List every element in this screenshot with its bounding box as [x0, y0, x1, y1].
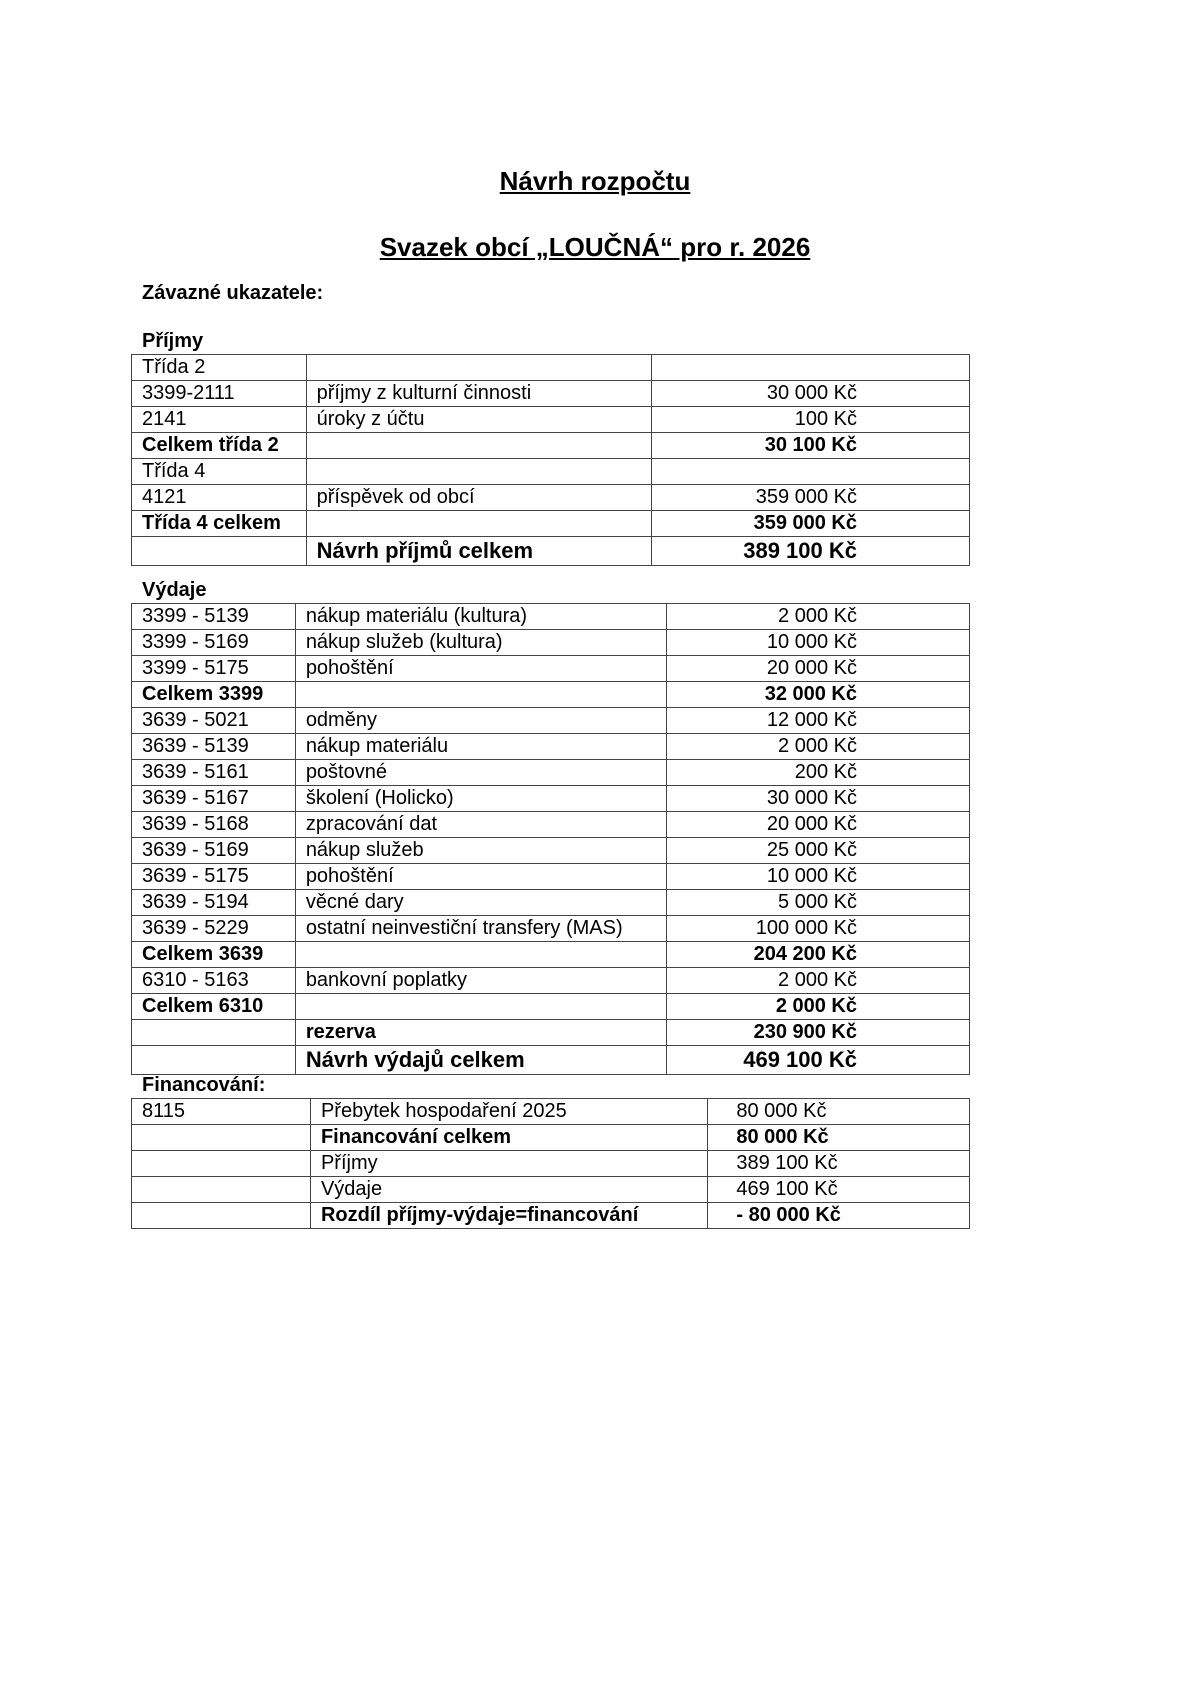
account-code-cell [132, 1203, 311, 1229]
account-code-cell: 3639 - 5175 [132, 864, 296, 890]
account-code-cell: 3639 - 5021 [132, 708, 296, 734]
description-cell: Výdaje [310, 1177, 707, 1203]
amount-cell: 2 000 Kč [666, 734, 969, 760]
income-row [132, 381, 970, 407]
description-cell: Přebytek hospodaření 2025 [310, 1099, 707, 1125]
account-code-cell [132, 1177, 311, 1203]
expenses-row [132, 760, 970, 786]
amount-cell [651, 459, 969, 485]
amount-cell: 10 000 Kč [666, 630, 969, 656]
expenses-row [132, 734, 970, 760]
account-code-cell: 6310 - 5163 [132, 968, 296, 994]
account-code-cell: Třída 4 [132, 459, 307, 485]
amount-cell [651, 355, 969, 381]
amount-cell: 30 100 Kč [651, 433, 969, 459]
description-cell: Financování celkem [310, 1125, 707, 1151]
expenses-row [132, 1020, 970, 1046]
account-code-cell: Třída 2 [132, 355, 307, 381]
description-cell: Návrh výdajů celkem [295, 1046, 666, 1075]
account-code-cell: 3399 - 5169 [132, 630, 296, 656]
amount-cell: 389 100 Kč [651, 537, 969, 566]
account-code-cell: 2141 [132, 407, 307, 433]
expenses-row [132, 994, 970, 1020]
account-code-cell [132, 1046, 296, 1075]
income-row [132, 407, 970, 433]
description-cell [306, 355, 651, 381]
description-cell: příjmy z kulturní činnosti [306, 381, 651, 407]
description-cell: nákup služeb (kultura) [295, 630, 666, 656]
amount-cell: 2 000 Kč [666, 994, 969, 1020]
financing-row [132, 1125, 970, 1151]
amount-cell: 204 200 Kč [666, 942, 969, 968]
account-code-cell: 3399 - 5139 [132, 604, 296, 630]
expenses-row [132, 656, 970, 682]
financing-row [132, 1099, 970, 1125]
account-code-cell: Celkem 3639 [132, 942, 296, 968]
expenses-row [132, 812, 970, 838]
amount-cell: 469 100 Kč [666, 1046, 969, 1075]
expenses-row [132, 786, 970, 812]
expenses-row [132, 968, 970, 994]
description-cell: zpracování dat [295, 812, 666, 838]
account-code-cell: 3639 - 5161 [132, 760, 296, 786]
description-cell [295, 682, 666, 708]
expenses-row [132, 1046, 970, 1075]
account-code-cell [132, 1151, 311, 1177]
amount-cell: 10 000 Kč [666, 864, 969, 890]
description-cell: příspěvek od obcí [306, 485, 651, 511]
amount-cell: 25 000 Kč [666, 838, 969, 864]
description-cell: Návrh příjmů celkem [306, 537, 651, 566]
financing-row [132, 1203, 970, 1229]
amount-cell: 20 000 Kč [666, 812, 969, 838]
expenses-row [132, 708, 970, 734]
amount-cell: 5 000 Kč [666, 890, 969, 916]
expenses-row [132, 916, 970, 942]
account-code-cell: 3639 - 5229 [132, 916, 296, 942]
description-cell: Příjmy [310, 1151, 707, 1177]
description-cell: úroky z účtu [306, 407, 651, 433]
expenses-row [132, 890, 970, 916]
account-code-cell: 8115 [132, 1099, 311, 1125]
amount-cell: 2 000 Kč [666, 968, 969, 994]
account-code-cell: Třída 4 celkem [132, 511, 307, 537]
amount-cell: 2 000 Kč [666, 604, 969, 630]
amount-cell: - 80 000 Kč [708, 1203, 970, 1229]
account-code-cell: 3639 - 5194 [132, 890, 296, 916]
account-code-cell: 3399 - 5175 [132, 656, 296, 682]
amount-cell: 200 Kč [666, 760, 969, 786]
description-cell: poštovné [295, 760, 666, 786]
income-row [132, 459, 970, 485]
description-cell: školení (Holicko) [295, 786, 666, 812]
income-heading: Příjmy [142, 330, 204, 352]
expenses-row [132, 838, 970, 864]
description-cell: rezerva [295, 1020, 666, 1046]
account-code-cell [132, 537, 307, 566]
account-code-cell: 4121 [132, 485, 307, 511]
description-cell: Rozdíl příjmy-výdaje=financování [310, 1203, 707, 1229]
binding-indicators-heading: Závazné ukazatele: [142, 282, 324, 304]
account-code-cell: 3639 - 5139 [132, 734, 296, 760]
amount-cell: 20 000 Kč [666, 656, 969, 682]
income-row [132, 511, 970, 537]
amount-cell: 32 000 Kč [666, 682, 969, 708]
amount-cell: 100 Kč [651, 407, 969, 433]
description-cell: pohoštění [295, 864, 666, 890]
expenses-row [132, 682, 970, 708]
description-cell: věcné dary [295, 890, 666, 916]
amount-cell: 100 000 Kč [666, 916, 969, 942]
financing-row [132, 1151, 970, 1177]
amount-cell: 469 100 Kč [708, 1177, 970, 1203]
description-cell: odměny [295, 708, 666, 734]
account-code-cell [132, 1125, 311, 1151]
document-subtitle: Svazek obcí „LOUČNÁ“ pro r. 2026 [379, 232, 811, 262]
account-code-cell: Celkem třída 2 [132, 433, 307, 459]
description-cell: nákup materiálu (kultura) [295, 604, 666, 630]
financing-heading: Financování: [142, 1074, 266, 1096]
description-cell: ostatní neinvestiční transfery (MAS) [295, 916, 666, 942]
description-cell: pohoštění [295, 656, 666, 682]
description-cell [295, 942, 666, 968]
account-code-cell: 3639 - 5169 [132, 838, 296, 864]
document-title: Návrh rozpočtu [499, 166, 691, 196]
description-cell [295, 994, 666, 1020]
account-code-cell: Celkem 3399 [132, 682, 296, 708]
amount-cell: 12 000 Kč [666, 708, 969, 734]
account-code-cell: 3639 - 5168 [132, 812, 296, 838]
account-code-cell: Celkem 6310 [132, 994, 296, 1020]
amount-cell: 30 000 Kč [651, 381, 969, 407]
amount-cell: 80 000 Kč [708, 1099, 970, 1125]
expenses-row [132, 630, 970, 656]
amount-cell: 359 000 Kč [651, 485, 969, 511]
expenses-row [132, 604, 970, 630]
description-cell: bankovní poplatky [295, 968, 666, 994]
expenses-heading: Výdaje [142, 579, 207, 601]
amount-cell: 80 000 Kč [708, 1125, 970, 1151]
account-code-cell: 3399-2111 [132, 381, 307, 407]
income-row [132, 433, 970, 459]
amount-cell: 30 000 Kč [666, 786, 969, 812]
income-row [132, 355, 970, 381]
income-row [132, 537, 970, 566]
expenses-row [132, 864, 970, 890]
income-table [131, 354, 970, 566]
expenses-table [131, 603, 970, 1075]
description-cell [306, 433, 651, 459]
amount-cell: 359 000 Kč [651, 511, 969, 537]
account-code-cell [132, 1020, 296, 1046]
account-code-cell: 3639 - 5167 [132, 786, 296, 812]
amount-cell: 389 100 Kč [708, 1151, 970, 1177]
financing-row [132, 1177, 970, 1203]
description-cell: nákup materiálu [295, 734, 666, 760]
description-cell [306, 459, 651, 485]
financing-table [131, 1098, 970, 1229]
expenses-row [132, 942, 970, 968]
description-cell [306, 511, 651, 537]
amount-cell: 230 900 Kč [666, 1020, 969, 1046]
description-cell: nákup služeb [295, 838, 666, 864]
income-row [132, 485, 970, 511]
